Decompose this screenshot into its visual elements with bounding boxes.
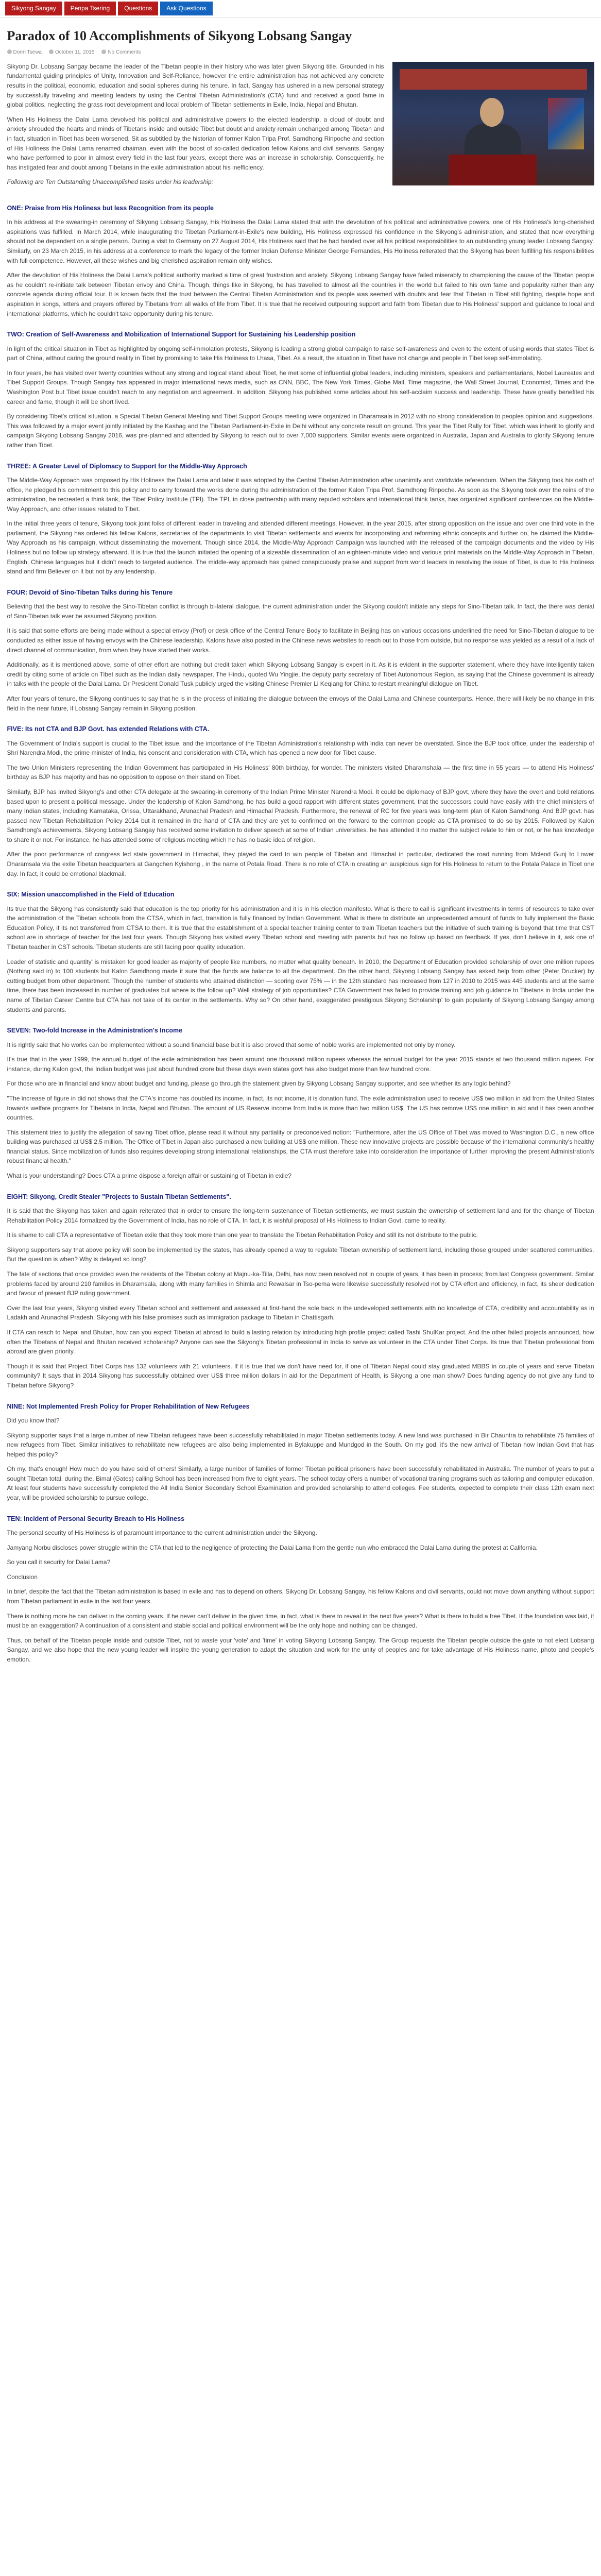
section-paragraph: This statement tries to justify the allegation of saving Tibet office, please read it without any partiality or preconceived notion: "Furthermore, after the US Office of Tibet was moved to Washington D.C., a new office building was purchased at US$ 2.5 million. The Office of Tibet in Japan also purchased a new building at US$ one million. These new innovative projects are possible because of the international community's healthy financial status. Since mobilization of funds also requires developing strong international relationships, the CTA must therefore take into consideration the importance of further improving the present Administration's robust financial health." [7, 1128, 594, 1165]
section-paragraph: In his address at the swearing-in ceremony of Sikyong Lobsang Sangay, His Holiness the Dalai Lama stated that with the devolution of his political and administrative powers, one of His Holiness's long-cherished aspirations was fulfilled. In March 2014, while inaugurating the Tibetan Parliament-in-Exile's new building, His Holiness expressed his confidence in the Sikyong's administration, and stated that now everything should not be dependent on a single person. During a visit to Germany on 27 August 2014, His Holiness said that he had handed over all his political responsibilities to an outstanding young leader Lobsang Sangay. Similarly, on 23 March 2015, in his address at a conference to mark the legacy of the former Indian Defense Minister George Fernandes, His Holiness reiterated that the Sikyong has been fulfilling his responsibilities with full competence. However, all these wishes and big cherished aspiration remain only wishes. [7, 218, 594, 264]
section-paragraph: In four years, he has visited over twenty countries without any strong and logical stand about Tibet, he met some of influential global leaders, including ministers, speakers and parliamentarians, Nobel Laureates and Tibet Support Groups. Though Sangay has appeared in major international news media, such as CNN, BBC, The New York Times, Globe Mail, Time magazine, the Wall Street Journal, Economist, Times and the Washington Post but Tibet issue couldn't reach to any negotiation and agreement. In addition, Sikyong has published some articles about his self-acclaim success and leadership. These have greatly benefited his career and fame, though it will be short lived. [7, 369, 594, 405]
section-paragraph: If CTA can reach to Nepal and Bhutan, how can you expect Tibetan at abroad to build a lasting relation by introducing high profile project called Tashi ShulKar project. And the other failed projects announced, how often the Tibetans of Nepal and Bhutan received scholarship? Anyone can see the Sikyong's Tibetan professional in India to serve as volunteer in the CTA under Tibet Corps. Its true that Tibetan professional from abroad are given priority. [7, 1328, 594, 1355]
section-paragraph: Sikyong supporter says that a large number of new Tibetan refugees have been successfully rehabilitated in major Tibetan settlements today. A new land was purchased in Bir Chauntra to rehabilitate 75 families of new refugees from Tibet. Similar initiatives to rehabilitate new refugees are also being implemented in Bylakuppe and Mundgod in the South. On my god, it's the new arrival of Tibetan how Indian Govt that has helped this policy? [7, 1431, 594, 1458]
section-heading: SEVEN: Two-fold Increase in the Administration's Income [7, 1027, 183, 1035]
section-paragraph: Sikyong supporters say that above policy will soon be implemented by the states, has already opened a way to regulate Tibetan ownership of settlement land, including those grouped under scattered communities. But the question is when? Why is delayed so long? [7, 1246, 594, 1263]
section-paragraph: Thus, on behalf of the Tibetan people inside and outside Tibet, not to waste your 'vote' and 'time' in voting Sikyong Lobsang Sangay. The Group requests the Tibetan people outside the gate to not elect Lobsang Sangay, and we also hope that the new young leader will inspire the young generation to adapt the situation and work for the unity of peoples and for take advantage of His Holiness name, photo and people's emotion. [7, 1636, 594, 1663]
section-paragraph: It is said that the Sikyong has taken and again reiterated that in order to ensure the long-term sustenance of Tibetan settlements, we must sustain the ownership of settlement land and for the change of Tibetan Rehabilitation Policy 2014 formalized by the Government of India, has no role of CTA. In fact, it is wishful proposal of His Holiness to Indian Govt. came to reality. [7, 1207, 594, 1224]
author-name: Dorm Tsewa [13, 49, 42, 56]
section-heading: ONE: Praise from His Holiness but less Recognition from its people [7, 204, 214, 212]
section-paragraph: The Middle-Way Approach was proposed by His Holiness the Dalai Lama and later it was adopted by the Central Tibetan Administration after unanimity and worldwide referendum. When the Sikyong took his oath of office, he pledged his commitment to this policy and to carry forward the works done during the administration of the former Kalon Tripa Prof. Samdhong Rinpoche. As soon as the Sikyong took over the reins of the administration, he recreated a think tank, the Tibet Policy Institute (TPI). The TPI, in close partnership with many reputed scholars and international think tanks, has organized significant conferences on the Middle-Way Approach, and other issues related to Tibet. [7, 476, 594, 513]
nav-item-questions[interactable]: Questions [118, 2, 158, 15]
article [7, 18, 594, 1690]
top-bar [0, 0, 601, 18]
section-paragraph: So you call it security for Dalai Lama? [7, 1558, 111, 1566]
section-paragraph: It is rightly said that No works can be implemented without a sound financial base but it is also proved that some of noble works are implemented not only by money. [7, 1041, 456, 1048]
section-heading: TEN: Incident of Personal Security Breach to His Holiness [7, 1515, 185, 1522]
article-title: Paradox of 10 Accomplishments of Sikyong Lobsang Sangay [7, 28, 352, 43]
section-paragraph: There is nothing more he can deliver in the coming years. If he never can't deliver in the given time, in fact, what is there to reveal in the next five years? What is there to build a free Tibet. If the foundation was laid, it must be an exaggeration? A continuation of a consistent and stable social and political environment will be the only hope and nothing can be changed. [7, 1612, 594, 1630]
section-paragraph: Though it is said that Project Tibet Corps has 132 volunteers with 21 volunteers. If it is true that we don't have need for, if one of Tibetan Nepal could stay graduated MBBS in couple of years and serve Tibetan community? It says that in 2014 Sikyong has successfully obtained over US$ three million dollars in aid for the Department of Health, is Sikyong a one man show? Does funding agency do not give any fund to Tibetan before Sikyong? [7, 1362, 594, 1389]
author[interactable] [7, 48, 42, 57]
section-paragraph: Similarly, BJP has invited Sikyong's and other CTA delegate at the swearing-in ceremony of the Indian Prime Minister Narendra Modi. It could be diplomacy of BJP govt, where they have the overt and bold relations based upon to present a political message. Under the leadership of Kalon Samdhong, he has build a good rapport with different states government, that the successors could have easily with the chief ministers of many Indian states, including Karnataka, Orissa, Uttarakhand, Arunachal Pradesh and Himachal Pradesh. Furthermore, the renewal of RC for five years was long-term plan of Kalon Samdhong. And BJP govt. has passed new Tibetan Rehabilitation Policy 2014 but it remained in the hand of CTA and they are yet to confirmed on the forward to the common people as CTA promised to do so by 2015. Followed by Kalon Samdhong's achievements, Sikyong Lobsang Sangay has received some invitation to deliver speech at some of Indian universities. he has attended it no matter the subject relate to him or not, or he has knowledge to share it or not. For instance, he has attended some of religious meeting which he has no basic idea of religion. [7, 788, 594, 843]
photo-banner [400, 69, 587, 90]
photo-flag [548, 98, 584, 149]
section-heading: THREE: A Greater Level of Diplomacy to Support for the Middle-Way Approach [7, 462, 247, 470]
section-paragraph: By considering Tibet's critical situation, a Special Tibetan General Meeting and Tibet Support Groups meeting were organized in Dharamsala in 2012 with no strong consideration to peoples opinion and suggestions. This was followed by a major event jointly initiated by the Kashag and the Tibetan Parliament-in-Exile in Delhi without any concrete result on ground. This year the Tibet Rally for Tibet, which was inherit to glorify and campaign Sikyong Lobsang Sangay 2016, was pre-planned and attended by Sikyong to reach out to over 7,000 supporters. Similar events were organized in Australia, Japan and Australia to glorify Sikyong tenure rather than Tibet. [7, 413, 594, 449]
section-paragraph: Leader of statistic and quantity' is mistaken for good leader as majority of people like numbers, no matter what quality beneath. In 2010, the Department of Education provided scholarship of over one million rupees (Nothing said in) to 100 students but Kalon Samdhong made it sure that the funds are balance to all the department. On the other hand, Sikyong Lobsang Sangay has asked help from other (Peter Drucker) by cutting budget from other department. Though the number of students who attained distinction — scoring over 75% — in the 12th standard has increased from 127 in 2010 to 2015 was 445 students and at the same time, there has been increased in number of graduates but where is the follow up? Well strategy of job opportunities? CTA Government has failed to provide training and job guidance to Tibetans in India under the name of Tibetan Career Centre but CTA has not take of its center in the settlements. Why so? On other hand, exaggerated prestigious Sikyong Scholarship' to gain popularity of Sikyong Lobsang Sangay among students and parents. [7, 958, 594, 1013]
section-heading: TWO: Creation of Self-Awareness and Mobilization of International Support for Sustaining his Leadership position [7, 331, 356, 338]
section-paragraph: After four years of tenure, the Sikyong continues to say that he is in the process of initiating the dialogue between the envoys of the Dalai Lama and Chinese counterparts. Hence, there will likely be no change in this field in the near future, if Lobsang Sangay remain in Sikyong position. [7, 694, 594, 712]
intro-section [7, 62, 594, 192]
section-paragraph: For those who are in financial and know about budget and funding, please go through the statement given by Sikyong Lobsang Sangay supporter, and see whether its any logic behind? [7, 1080, 511, 1088]
section-heading: EIGHT: Sikyong, Credit Stealer "Projects to Sustain Tibetan Settlements". [7, 1193, 231, 1200]
section-paragraph: Believing that the best way to resolve the Sino-Tibetan conflict is through bi-lateral dialogue, the current administration under the Sikyong couldn't initiate any steps for Sino-Tibetan talk. In fact, the there was denial of Sino-Tibetan talk ever be assumed Sikyong position. [7, 603, 594, 620]
article-sections [7, 204, 594, 1665]
intro-paragraph: When His Holiness the Dalai Lama devolved his political and administrative powers to the elected leadership, a cloud of doubt and anxiety shrouded the hearts and minds of Tibetans inside and outside Tibet but doubt and anxiety remain unchanged among Tibetan and in fact, situation in Tibet has been worsened. Sit as subtitled by the historian of former Kalon Tripa Prof. Samdhong Rinpoche and section of His Holiness the Dalai Lama renamed chaiman, even with the boost of so-called dedication fellow Kalons and civil servants. Sangay who have performed to poor in almost every field in the last four years, except there was an increase in scholarship. Consequently, he has instigated fear and doubt among Tibetans in the exile administration about his inefficiency. [7, 115, 384, 171]
section-paragraph: Oh my, that's enough! How much do you have sold of others! Similarly, a large number of families of former Tibetan political prisoners have been successfully rehabilitated in Australia. The number of years to put a sought Tibetan total, during the, Bimal (Gates) calling School has been increased from five to eight years. The school today offers a number of vocational training programs such as tailoring and computer education. At least four students have successfully completed the All India Senior Secondary School Examination and provided scholarship to attend colleges. Fee students, expected to complete their class 12th exam next year, will be provided scholarship to pursue college. [7, 1465, 594, 1502]
intro-paragraph: Following are Ten Outstanding Unaccomplished tasks under his leadership: [7, 178, 213, 186]
section-paragraph: Conclusion [7, 1573, 38, 1581]
user-icon [7, 49, 12, 54]
section-paragraph: In the initial three years of tenure, Sikyong took joint folks of different leader in traveling and attended different meetings. However, in the year 2015, after strong opposition on the issue and over one third vote in the parliament, the Sikyong has ordered his fellow Kalons, secretaries of the departments to visit Tibetan settlements and events for incorporating and reforming ethnic concepts and further on, he claimed the Middle-Way Approach as his campaign, without disseminating the movement. Though since 2014, the Middle-Way Approach Campaign was launched with the released of the campaign documents and the video by His Holiness but no follow up strategy afterward. It is true that the launch initiated the opening of a sizeable dissemination of an eighteen-minute video and various print materials on the Middle-Way Approach in Tibetan, English, Chinese languages but it didn't reach to targeted audience. The middle-way approach has gained conspicuously praise and support from world leaders in resolving the issue of Tibet, is due to His Holiness stand and firm Believer on it but not by any leadership. [7, 520, 594, 575]
section-heading: FIVE: Its not CTA and BJP Govt. has extended Relations with CTA. [7, 725, 210, 733]
section-heading: NINE: Not Implemented Fresh Policy for Proper Rehabilitation of New Refugees [7, 1402, 250, 1410]
section-paragraph: The Government of India's support is crucial to the Tibet issue, and the importance of the Tibetan Administration's relationship with India can never be overstated. Since the BJP took office, under the leadership of Shri Narendra Modi, the prime minister of India, his consent and consideration with CTA, which has opened a new door for Tibet cause. [7, 739, 594, 757]
section-heading: SIX: Mission unaccomplished in the Field of Education [7, 891, 175, 899]
section-paragraph: Its true that the Sikyong has consistently said that education is the top priority for his administration and it is in his election manifesto. What is there to call is significant investments in terms of resources to take over the administration of the Tibetan schools from the CTSA, which in fact, transition is fully financed by Indian Government. What is there to distribute an unprecedented amount of funds to fully implement the Basic Education Policy, if its not transferred from CTSA to them. It is true that the establishment of a special teacher training center to train Tibetan teachers but the initiative of such training is beyond that time that CST school are in shortage of teacher for the last four years. Though Sikyong has visited every Tibetan school and meeting with parents but has no follow up based on feedback. If yes, don't believe in it, ask one of Tibetan teacher in CST schools. Tibetan students are still facing poor quality education. [7, 905, 594, 951]
section-paragraph: "The increase of figure in did not shows that the CTA's income has doubled its income, in fact, its not income, it is donation fund. The exile administration used to receive US$ two million in aid from the United States towards welfare programs for Tibetans in India, Nepal and Bhutan. The amount of US Reserve income from India is more than two million US$. The US has remove US$ one million in aid and it has been another countries. [7, 1094, 594, 1122]
section-paragraph: The fate of sections that once provided even the residents of the Tibetan colony at Majnu-ka-Tilla, Delhi, has now been resolved not in couple of years, it has been in process; from last Congress government. Similar problems faced by around 210 families in Dharamsala, along with many families in Shimla and Rewalsar in Tso-pema were likewise successfully resolved not by CTA effort and efficiency, in fact, its sheer dedication and favour of present BJP ruling government. [7, 1270, 594, 1297]
footer-space [7, 1670, 594, 1680]
section-paragraph: What is your understanding? Does CTA a prime dispose a foreign affair or sustaining of Tibetan in exile? [7, 1172, 292, 1180]
calendar-icon [49, 49, 54, 54]
nav-item-sikyong-sangay[interactable]: Sikyong Sangay [5, 2, 62, 15]
nav-item-ask-questions[interactable]: Ask Questions [160, 2, 212, 15]
main-nav [5, 2, 215, 15]
comments-text: No Comments [108, 49, 141, 56]
section-paragraph: It's true that in the year 1999, the annual budget of the exile administration has been around one thousand million rupees whereas the annual budget for the year 2015 stands at two thousand million rupees. For instance, during Kalon govt, the Indian budget was just about hundred crore but these days even states govt has also budget more than few hundred crore. [7, 1056, 594, 1073]
section-heading: FOUR: Devoid of Sino-Tibetan Talks during his Tenure [7, 588, 173, 596]
section-paragraph: Did you know that? [7, 1416, 60, 1424]
section-paragraph: After the poor performance of congress led state government in Himachal, they played the card to win people of Tibetan and Himachal in particular, dedicated the road running from Mcleod Gunj to Lower Dharamsala via the exile Tibetan headquarters at Gangchen Kyishong , in the name of Potala Road. There is no role of CTA in creating an auspicious sign for His Holiness to return to the Potala Palace in Tibet one day. In fact, it could be emotional blackmail. [7, 851, 594, 877]
article-meta [7, 48, 594, 57]
photo-podium [449, 155, 537, 185]
section-paragraph: It is shame to call CTA a representative of Tibetan exile that they took more than one year to translate the Tibetan Rehabilitation Policy and still its not distribute to the public. [7, 1231, 478, 1239]
section-paragraph: Additionally, as it is mentioned above, some of other effort are nothing but credit taken which Sikyong Lobsang Sangay is expert in it. As it is evident in the supporter statement, where they have intelligently taken credit by citing some of article on Tibet such as the Indian daily newspaper, The Hindu, quoted Wu Yingjie, the deputy party secretary of Tibet Autonomous Region, as saying that the Chinese government is already in talks with the people of the Dalai Lama. Dr President Donald Tusk publicly urged the visiting Chinese Premier Li Keqiang for China to restart meaningful dialogue on Tibet. [7, 661, 594, 688]
section-paragraph: The personal security of His Holiness is of paramount importance to the current administration under the Sikyong. [7, 1529, 317, 1537]
section-paragraph: In light of the critical situation in Tibet as highlighted by ongoing self-immolation protests, Sikyong is leading a strong global campaign to raise self-awareness and even to the extent of using words that states Tibet is part of China, without caring the ground reality in Tibet by promising to take His Holiness to Lhasa, Tibet. As a result, the situation in Tibet have not change and people in Tibet keep self-immolating. [7, 345, 594, 362]
photo-figure-head [480, 98, 504, 127]
nav-item-penpa-tsering[interactable]: Penpa Tsering [64, 2, 116, 15]
comments-link[interactable] [101, 48, 141, 57]
section-paragraph: Jamyang Norbu discloses power struggle within the CTA that led to the negligence of protecting the Dalai Lama from the gentle nun who embraced the Dalai Lama during the protest at California. [7, 1544, 538, 1551]
section-paragraph: In brief, despite the fact that the Tibetan administration is based in exile and has to depend on others, Sikyong Dr. Lobsang Sangay, his fellow Kalons and civil servants, could not move down anything without support from Tibetan parliament in exile in the last four years. [7, 1588, 594, 1605]
section-paragraph: It is said that some efforts are being made without a special envoy (Prof) or desk office of the Central Tenure Body to facilitate in Beijing has on various occasions underlined the need for Sino-Tibetan dialogue to be conducted as either issue of having envoys with the Chinese leadership. Kalons have also posted in the Chinese news websites to reach out to those from outside, but no response was yielded as a result of a lack of direct channel of communication, from when they have started their works. [7, 627, 594, 654]
section-paragraph: The two Union Ministers representing the Indian Government has participated in His Holiness' 80th birthday, for wonder. The ministers visited Dharamshala — the first time in 55 years — to attend His Holiness' birthday as BJP has majority and has no opposition to oppose on their stand on Tibet. [7, 764, 594, 781]
section-paragraph: After the devolution of His Holiness the Dalai Lama's political authority marked a time of great frustration and anxiety. Sikyong Lobsang Sangay have failed miserably to championing the cause of the Tibetan people as he couldn't re-initiate talk between Tibetan envoy and China. Though, things like in Sikyong, he has travelled to almost all the countries in the world but failed to his own fame and popularity rather than any concrete agenda during official tour. It is known facts that the trust between the Central Tibetan Administration and its people was seemed with doubts and fear that Tibetan in Tibet still fighting, despite hope and aspiration in songs, letters and prayers offered by Tibetans from all walks of life from Tibet. It is true that he received outpouring support and faith from Tibetan due to His Holiness' support and guidance to local and international platforms, which he couldn't take opportunity during his tenure. [7, 272, 594, 317]
section-paragraph: Over the last four years, Sikyong visited every Tibetan school and settlement and assessed at first-hand the sole back in the undeveloped settlements with no knowledge of CTA, credibility and accountability as in Ladakh and Arunachal Pradesh. Sikyong with his false promises such as immigration package to Tibetan in Chattisgarh. [7, 1304, 594, 1321]
comment-icon [101, 49, 106, 54]
post-date-text: October 11, 2015 [55, 49, 95, 56]
speaker-photo [392, 62, 594, 185]
intro-paragraph: Sikyong Dr. Lobsang Sangay became the leader of the Tibetan people in their history who was later given Sikyong title. Grounded in his fundamental guiding principles of Unity, Innovation and Self-Reliance, however the entire administration has not achieved any concrete results in the political, economic, education and social spheres during his tenure. In fact, Sangay has ushered in a new personal strategy by successfully traveling and meeting leaders by using the Central Tibetan Administration's (CTA) fund and received a good fame in global politics, neglecting the grass root development and local problem of Tibetan settlements in Exile, India, Nepal and Bhutan. [7, 62, 384, 109]
post-date [49, 48, 95, 57]
